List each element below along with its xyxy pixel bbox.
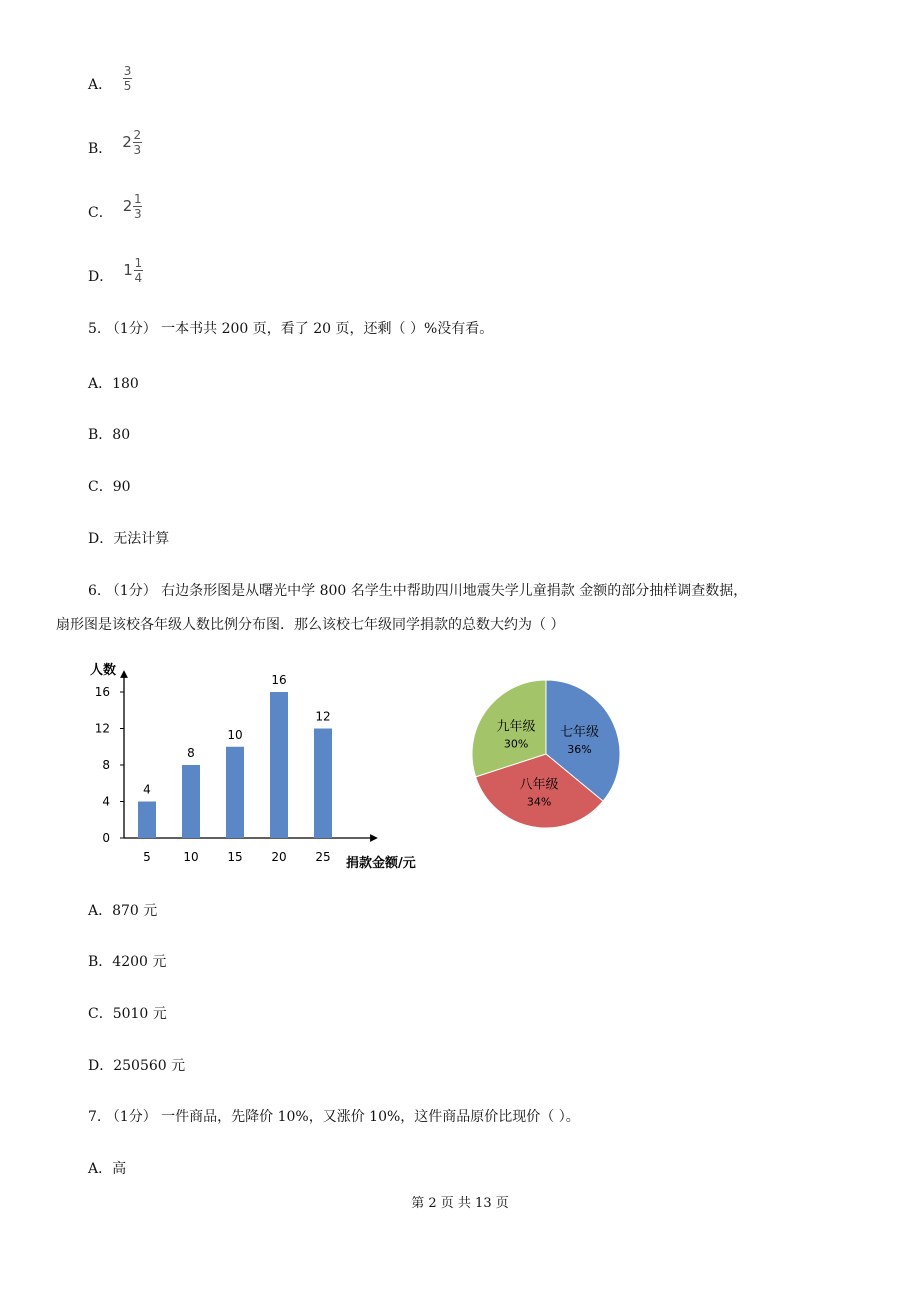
bar-data-label: 12: [315, 709, 331, 724]
fraction-denominator: 5: [123, 78, 132, 93]
q6-option-b[interactable]: B．4200 元: [88, 954, 167, 970]
mixed-number-whole: 1: [123, 261, 133, 279]
bar-chart: [80, 656, 450, 874]
fraction-numerator: 3: [123, 63, 132, 78]
q6-text-line2: 扇形图是该校各年级人数比例分布图．那么该校七年级同学捐款的总数大约为（ ）: [56, 617, 565, 633]
option-label: D．: [88, 269, 114, 285]
q7-text: 7. （1分） 一件商品，先降价 10%，又涨价 10%，这件商品原价比现价（ ）。: [88, 1109, 580, 1125]
page-footer: 第 2 页 共 13 页: [411, 1196, 509, 1211]
fraction-numerator: 1: [134, 255, 143, 270]
q4-option-a[interactable]: [88, 62, 132, 94]
bar-data-label: 8: [187, 746, 195, 760]
option-label: A．: [88, 77, 113, 93]
y-tick-label: 12: [94, 721, 110, 736]
q7-option-a[interactable]: A．高: [88, 1161, 127, 1177]
mixed-number-whole: 2: [122, 197, 133, 215]
y-tick-label: 8: [102, 758, 110, 772]
x-tick-label: 5: [143, 850, 151, 864]
q6-option-d[interactable]: D．250560 元: [88, 1058, 186, 1074]
q5-option-c[interactable]: C．90: [88, 479, 131, 495]
x-tick-label: 10: [183, 850, 199, 864]
fraction: [123, 65, 132, 92]
pie-chart: [466, 676, 630, 834]
pie-slice-percent: 34%: [526, 795, 552, 809]
pie-slice-name: 九年级: [496, 719, 536, 735]
pie-slice-name: 七年级: [559, 725, 599, 741]
pie-slice-percent: 36%: [567, 743, 592, 757]
bar: [270, 692, 288, 838]
bar-data-label: 4: [143, 782, 151, 797]
fraction: [134, 257, 143, 284]
q4-option-c[interactable]: [88, 190, 142, 222]
fraction: [133, 193, 142, 220]
q4-option-d[interactable]: [88, 254, 143, 286]
x-tick-label: 15: [227, 850, 243, 864]
x-tick-label: 25: [315, 850, 331, 864]
bar-chart-xlabel: 捐款金额/元: [346, 856, 416, 871]
option-label: B．: [88, 141, 113, 157]
pie-slice-percent: 30%: [503, 737, 529, 751]
bar-data-label: 10: [227, 727, 243, 742]
option-label: C．: [88, 205, 113, 221]
fraction-numerator: 2: [133, 127, 142, 142]
bar: [314, 729, 332, 839]
y-tick-label: 16: [94, 685, 110, 699]
q5-option-a[interactable]: A．180: [88, 376, 139, 392]
bar: [138, 802, 156, 839]
bar-chart-ylabel: 人数: [90, 663, 117, 678]
bar-data-label: 16: [271, 673, 287, 687]
fraction-denominator: 3: [133, 142, 142, 157]
mixed-number-whole: 2: [122, 133, 132, 151]
fraction-denominator: 3: [133, 206, 142, 221]
x-tick-label: 20: [271, 850, 287, 864]
q6-option-a[interactable]: A．870 元: [88, 903, 158, 919]
bar: [182, 765, 200, 838]
fraction-denominator: 4: [134, 270, 143, 285]
q5-text: 5. （1分） 一本书共 200 页，看了 20 页，还剩（ ）%没有看。: [88, 321, 494, 337]
bar: [226, 747, 244, 838]
y-tick-label: 0: [102, 831, 110, 845]
fraction-numerator: 1: [133, 191, 142, 206]
q4-option-b[interactable]: [88, 126, 142, 158]
q5-option-d[interactable]: D．无法计算: [88, 531, 170, 547]
q5-option-b[interactable]: B．80: [88, 427, 131, 443]
q6-text-line1: 6. （1分） 右边条形图是从曙光中学 800 名学生中帮助四川地震失学儿童捐款 金额的部分抽样调查数据，: [88, 583, 748, 599]
fraction: [133, 129, 142, 156]
q6-option-c[interactable]: C．5010 元: [88, 1006, 167, 1022]
pie-slice-name: 八年级: [519, 777, 559, 793]
y-tick-label: 4: [102, 794, 110, 809]
